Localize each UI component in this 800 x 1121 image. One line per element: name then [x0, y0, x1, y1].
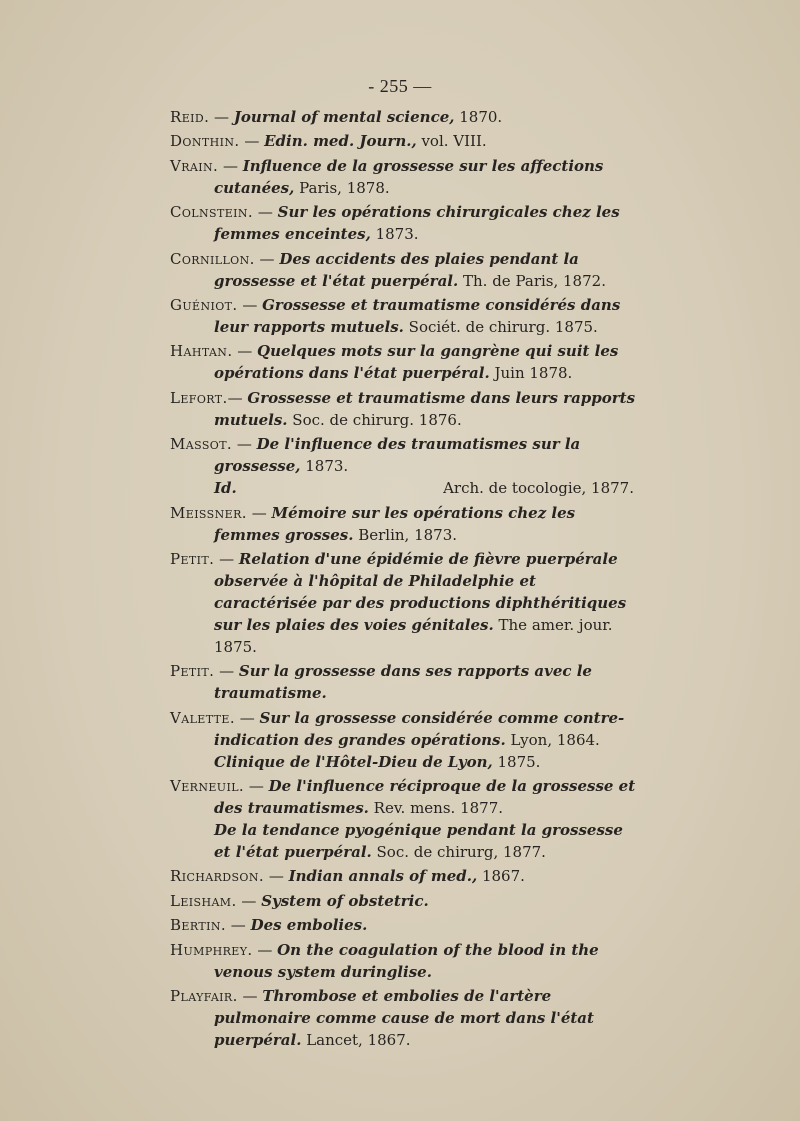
reference-author: Meissner. [170, 503, 247, 522]
reference-author: Petit. [170, 662, 215, 681]
reference-sub-entry [214, 751, 640, 773]
reference-title: Grossesse et traumatisme dans leurs rapports mutuels. [214, 388, 636, 429]
reference-separator: — [244, 777, 269, 796]
reference-title: Mémoire sur les opérations chez les femmes grosses. [214, 503, 576, 544]
reference-entry [170, 294, 640, 338]
reference-separator: — [254, 249, 280, 268]
reference-title: Sur la grossesse dans ses rapports avec le traumatisme. [214, 662, 592, 703]
reference-title: Quelques mots sur la gangrène qui suit les opérations dans l'état puerpéral. [214, 342, 619, 383]
reference-author: Massot. [170, 435, 233, 454]
reference-author: Verneuil. [170, 777, 245, 796]
reference-separator: — [253, 203, 278, 222]
reference-entry [170, 939, 640, 983]
reference-separator: — [214, 549, 239, 568]
reference-separator: — [209, 108, 234, 126]
reference-entry [170, 106, 640, 128]
reference-author: Cornillon. [170, 249, 255, 268]
reference-title: De l'influence des traumatismes sur la grossesse, [214, 435, 581, 476]
reference-entry [170, 340, 640, 384]
reference-details: 1870. [454, 108, 503, 126]
reference-details: Sociét. de chirurg. 1875. [403, 317, 598, 336]
reference-details: Juin 1878. [489, 364, 573, 383]
reference-author: Valette. [170, 708, 235, 727]
reference-entry [170, 130, 640, 152]
reference-details: 1873. [300, 457, 349, 476]
reference-separator: — [218, 156, 243, 175]
reference-entry [170, 775, 640, 863]
reference-sub-entry [214, 819, 640, 863]
reference-sub-entry [214, 477, 640, 499]
reference-sub-title: Clinique de l'Hôtel-Dieu de Lyon, [214, 752, 493, 771]
reference-separator: — [236, 891, 262, 910]
reference-author: Leisham. [170, 891, 237, 910]
reference-title: Influence de la grossesse sur les affections cutanées, [214, 156, 604, 197]
reference-details: Rev. mens. 1877. [368, 799, 504, 818]
reference-entry [170, 985, 640, 1051]
reference-entry [170, 865, 640, 887]
reference-title: Indian annals of med., [288, 867, 478, 886]
reference-details: Th. de Paris, 1872. [458, 271, 606, 290]
reference-details: Soc. de chirurg. 1876. [287, 410, 462, 429]
reference-separator: — [227, 388, 248, 407]
reference-separator: — [237, 987, 263, 1006]
reference-separator: — [232, 435, 257, 454]
reference-title: De l'influence réciproque de la grossesse et des traumatismes. [214, 777, 636, 818]
reference-author: Donthin. [170, 132, 240, 151]
reference-sub-details: Arch. de tocologie, 1877. [443, 479, 634, 498]
reference-details: Lyon, 1864. [505, 730, 600, 749]
reference-title: System of obstetric. [261, 891, 429, 910]
reference-entry [170, 201, 640, 245]
reference-author: Vrain. [170, 156, 219, 175]
reference-title: Journal of mental science, [233, 108, 455, 126]
reference-author: Richardson. [170, 867, 265, 886]
reference-separator: — [235, 708, 260, 727]
reference-title: On the coagulation of the blood in the venous system duringlise. [214, 940, 599, 981]
reference-separator: — [214, 662, 239, 681]
reference-entry [170, 660, 640, 704]
reference-details: 1867. [477, 867, 525, 886]
reference-author: Reid. [170, 108, 210, 126]
reference-title: Sur la grossesse considérée comme contre-indication des grandes opérations. [214, 708, 625, 749]
reference-author: Lefort. [170, 388, 228, 407]
reference-list [170, 106, 640, 1053]
reference-title: Sur les opérations chirurgicales chez les femmes enceintes, [214, 203, 620, 244]
reference-entry [170, 387, 640, 431]
reference-separator: — [264, 867, 289, 886]
reference-title: Grossesse et traumatisme considérés dans leur rapports mutuels. [214, 295, 621, 336]
reference-title: Des accidents des plaies pendant la grossesse et l'état puerpéral. [214, 249, 579, 290]
reference-entry [170, 155, 640, 199]
reference-entry [170, 433, 640, 499]
reference-entry [170, 248, 640, 292]
reference-sub-title: De la tendance pyogénique pendant la grossesse et l'état puerpéral. [214, 821, 623, 862]
reference-author: Playfair. [170, 987, 238, 1006]
reference-entry [170, 707, 640, 773]
reference-separator: — [226, 916, 251, 935]
reference-details: Paris, 1878. [294, 178, 390, 197]
reference-separator: — [237, 295, 263, 314]
reference-sub-title: Id. [214, 479, 237, 498]
reference-title: Relation d'une épidémie de fièvre puerpérale observée à l'hôpital de Philadelphie et caractérisée par des productions diphthéritiques sur les plaies des voies génitales. [214, 549, 627, 634]
reference-sub-details: Soc. de chirurg, 1877. [371, 843, 546, 862]
reference-separator: — [246, 503, 272, 522]
reference-details: The amer. jour. 1875. [214, 615, 613, 656]
reference-entry [170, 914, 640, 936]
reference-separator: — [252, 940, 278, 959]
reference-title: Des embolies. [250, 916, 368, 935]
reference-author: Hahtan. [170, 342, 233, 361]
reference-title: Edin. med. Journ., [264, 132, 417, 151]
reference-entry [170, 548, 640, 658]
reference-separator: — [232, 342, 258, 361]
page-number: - 255 — [368, 76, 432, 96]
reference-author: Colnstein. [170, 203, 254, 222]
reference-entry [170, 890, 640, 912]
reference-details: vol. VIII. [416, 132, 487, 151]
reference-entry [170, 502, 640, 546]
reference-details: Berlin, 1873. [353, 525, 458, 544]
reference-title: Thrombose et embolies de l'artère pulmonaire comme cause de mort dans l'état puerpéral. [214, 987, 594, 1050]
reference-separator: — [239, 132, 265, 151]
reference-sub-details: 1875. [492, 752, 541, 771]
reference-author: Bertin. [170, 916, 227, 935]
reference-author: Petit. [170, 549, 215, 568]
reference-details: 1873. [370, 225, 419, 244]
reference-author: Guéniot. [170, 295, 238, 314]
reference-details: Lancet, 1867. [301, 1031, 411, 1050]
reference-author: Humphrey. [170, 940, 253, 959]
